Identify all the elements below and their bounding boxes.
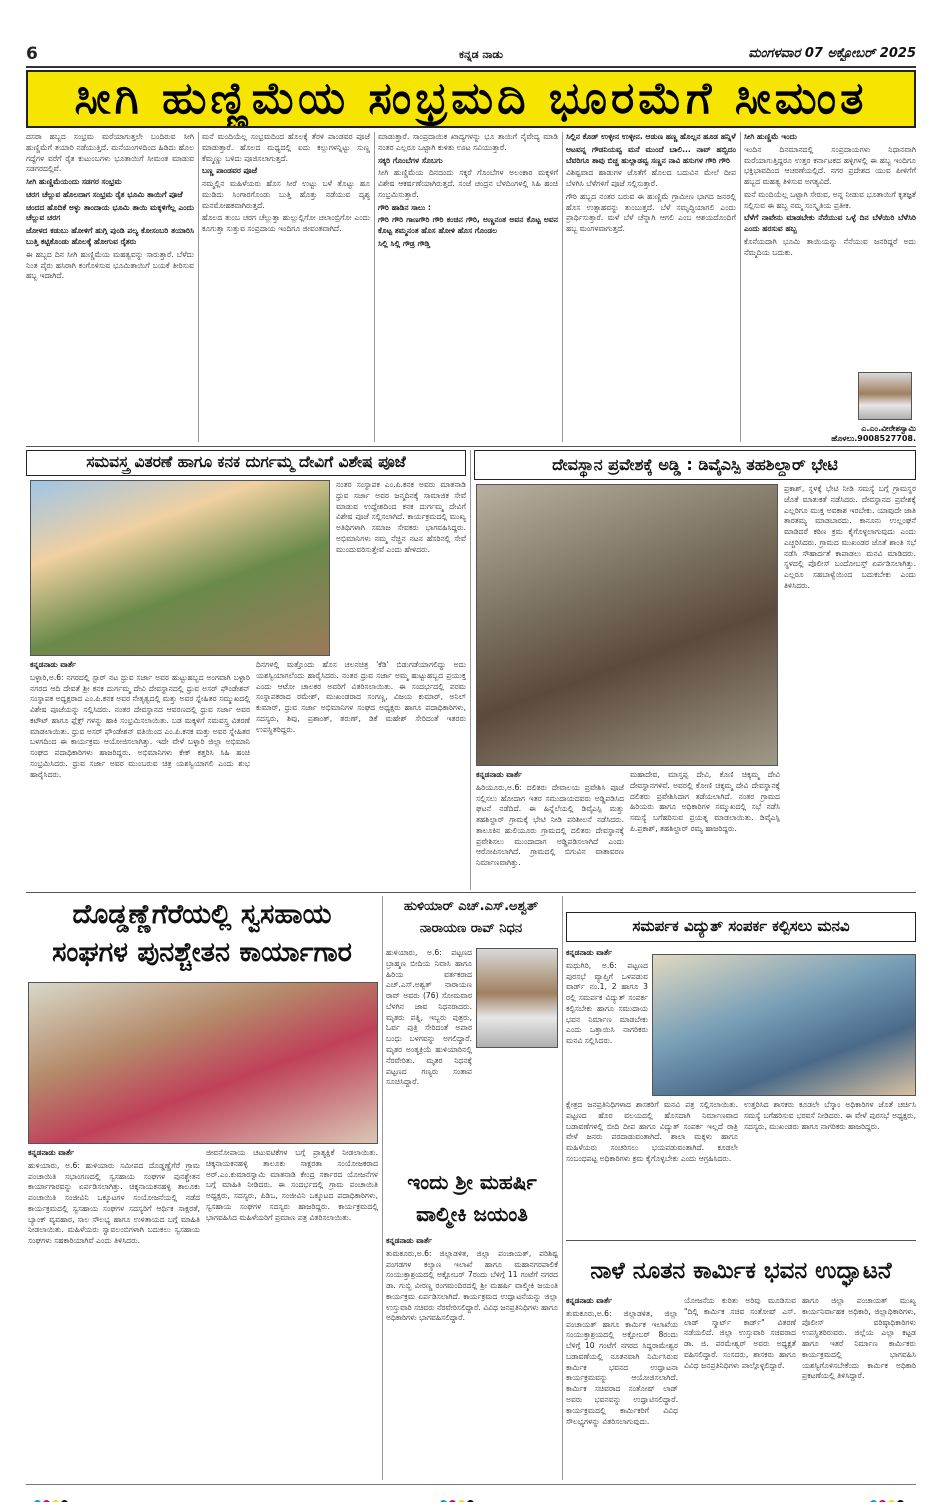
author-photo [858,372,912,420]
vidyut-headline: ಸಮರ್ಪಕ ವಿದ್ಯುತ್ ಸಂಪರ್ಕ ಕಲ್ಪಿಸಲು ಮನವಿ [632,917,850,935]
banner-headline-box [26,70,916,128]
lead-col-3: ಮಾಡುತ್ತಾರೆ. ಸಾಂಪ್ರದಾಯಿಕ ಖಾದ್ಯಗಳನ್ನು ಭೂ ತಾಯಿಗೆ ನೈವೇದ್ಯ ಮಾಡಿ ನಂತರ ಎಲ್ಲರೂ ಒಟ್ಟಾಗಿ ಕುಳಿತು ಊಟ ಸವಿಯುತ್ತಾರೆ. ಸಕ್ಕರಿ ಗೊಂಬೆಗಳ ಸೊಬಗು ಸೀಗಿ ಹುಣ್ಣಿಮೆಯ ದಿನದಂದು ಸಕ್ಕರೆ ಗೊಂಬೆಗಳ ಅಲಂಕಾರ ಮಕ್ಕಳಿಗೆ ವಿಶೇಷ ಆಕರ್ಷಣೆಯಾಗಿರುತ್ತದೆ. ಸಂಜೆ ಚಂದ್ರನ ಬೆಳದಿಂಗಳಲ್ಲಿ ಸಿಹಿ ಹಂಚಿ ಸಂಭ್ರಮಿಸುತ್ತಾರೆ. ಗೌರಿ ಹಾಡಿನ ಸಾಲು : ಗೌರಿ ಗೌರಿ ಗಾಣಗೌರಿ ಗೌರಿ ಕಂಚಿನ ಗೌರಿ, ಅಣ್ಣನಂತ ಅವನ ಕೊಟ್ಟ ಅವನ ಕೊಟ್ಟ ತಮ್ಮನಂತ ಹೊಸ ಹೋಳಿ ಹೊಸ ಗೊಂಡಲ ಸಿಲ್ಲಿ ಸಿಲ್ಲಿ ಗೌಡ್ರ ಗೌಡ್ತಿ [378,132,558,249]
issue-date: ಮಂಗಳವಾರ 07 ಅಕ್ಟೋಬರ್ 2025 [748,46,916,61]
registration-dot [897,1500,904,1502]
print-marks-right [870,1492,930,1502]
registration-dot [879,1500,886,1502]
vidyut-side-text: ಕನ್ನಡನಾಡು ವಾರ್ತೆ ಮಧುಗಿರಿ, ಅ.6: ಪಟ್ಟಣದ ಪುರಸಭೆ ವ್ಯಾಪ್ತಿಗೆ ಒಳಪಡುವ ವಾರ್ಡ್ ನಂ.1, 2 ಹಾಗೂ 3 ರಲ್ಲಿ ಸಮರ್ಪಕ ವಿದ್ಯುತ್ ಸಂಪರ್ಕ ಕಲ್ಪಿಸಬೇಕು ಹಾಗೂ ಸಮುದಾಯ ಭವನ ನಿರ್ಮಾಣ ಮಾಡಬೇಕು ಎಂದು ಒತ್ತಾಯಿಸಿ ನಾಗರಿಕರು ಮನವಿ ಸಲ್ಲಿಸಿದರು. [566,948,648,1046]
karmika-col-3: ಹಾಗೂ ಜಿಲ್ಲಾ ಪಂಚಾಯತ್ ಮುಖ್ಯ ಕಾರ್ಯನಿರ್ವಾಹಕ ಅಧಿಕಾರಿ, ಜಿಲ್ಲಾಧಿಕಾರಿಗಳು, ಪೊಲೀಸ್ ವರಿಷ್ಠಾಧಿಕಾರಿಗಳು ಉಪಸ್ಥಿತರಿರುವರು. ಜಿಲ್ಲೆಯ ಎಲ್ಲಾ ಕಟ್ಟಡ ಹಾಗೂ ಇತರೆ ನಿರ್ಮಾಣ ಕಾರ್ಮಿಕರು ಕಾರ್ಯಕ್ರಮದಲ್ಲಿ ಭಾಗವಹಿಸಿ ಯಶಸ್ವಿಗೊಳಿಸಬೇಕೆಂದು ಕಾರ್ಮಿಕ ಅಧಿಕಾರಿ ಪ್ರಕಟಣೆಯಲ್ಲಿ ತಿಳಿಸಿದ್ದಾರೆ. [802,1296,916,1381]
registration-dot [888,1500,895,1502]
dodda-col-2: ಜೀವನೋಪಾಯ ಚಟುವಟಿಕೆಗಳ ಬಗ್ಗೆ ಪ್ರಾತ್ಯಕ್ಷಿಕೆ ನೀಡಲಾಯಿತು. ಚಿಕ್ಕನಾಯಕನಹಳ್ಳಿ ತಾಲೂಕು ಸಾಕ್ಷರತಾ ಸಂಯೋಜಕರಾದ ಅರ್.ಎಂ.ಕುಮಾರಸ್ವಾಮಿ ಮಾತನಾಡಿ ಕೇಂದ್ರ ಸರ್ಕಾರದ ಯೋಜನೆಗಳ ಬಗ್ಗೆ ಮಾಹಿತಿ ನೀಡಿದರು. ಈ ಸಂದರ್ಭದಲ್ಲಿ ಗ್ರಾಮ ಪಂಚಾಯಿತಿ ಅಧ್ಯಕ್ಷರು, ಸದಸ್ಯರು, ಪಿಡಿಒ, ಸಂಜೀವಿನಿ ಒಕ್ಕೂಟದ ಪದಾಧಿಕಾರಿಗಳು, ಸ್ವಸಹಾಯ ಸಂಘಗಳ ಸದಸ್ಯರು ಹಾಜರಿದ್ದರು. ಕಾರ್ಯಕ್ರಮದಲ್ಲಿ ಭಾಗವಹಿಸಿದ ಮಹಿಳೆಯರಿಗೆ ಪ್ರಮಾಣ ಪತ್ರ ವಿತರಿಸಲಾಯಿತು. [206,1148,378,1222]
registration-dot [34,1500,41,1502]
samavastra-side-text: ನಂತರ ಸಂಸ್ಥಾಪಕ ಎಂ.ಪಿ.ಕನಕ ಅವರು ಮಾತನಾಡಿ ಧ್ರುವ ಸರ್ಜಾ ಅವರ ಜನ್ಮದಿನಕ್ಕೆ ಸಾಮಾಜಿಕ ಸೇವೆ ಮಾಡುವ ಉದ್ದೇಶದಿಂದ ಕನಕ ದುರ್ಗಮ್ಮ ದೇವಿಗೆ ವಿಶೇಷ ಪೂಜೆ ಸಲ್ಲಿಸಲಾಗಿದೆ. ಕಾರ್ಯಕ್ರಮದಲ್ಲಿ ಮುಖ್ಯ ಅತಿಥಿಗಳಾಗಿ ಸಮಾಜ ಸೇವಕರು ಭಾಗವಹಿಸಿದ್ದರು. ಅಭಿಮಾನಿಗಳು ನಮ್ಮ ನೆಚ್ಚಿನ ನಟನ ಹೆಸರಿನಲ್ಲಿ ಸೇವೆ ಮುಂದುವರಿಸುತ್ತೇವೆ ಎಂದು ಹೇಳಿದರು. [336,480,466,554]
devasthana-body: ಕನ್ನಡನಾಡು ವಾರ್ತೆ ಹಿರಿಯೂರು,ಅ.6: ದಲಿತರು ದೇವಾಲಯ ಪ್ರವೇಶಿಸಿ ಪೂಜೆ ಸಲ್ಲಿಸಲು ಹೋದಾಗ ಇತರ ಸಮುದಾಯದವರು ಅಡ್ಡಿಪಡಿಸಿದ ಘಟನೆ ನಡೆದಿದೆ. ಈ ಹಿನ್ನೆಲೆಯಲ್ಲಿ ಡಿವೈಎಸ್ಪಿ ಮತ್ತು ತಹಶಿಲ್ದಾರ್ ಗ್ರಾಮಕ್ಕೆ ಭೇಟಿ ನೀಡಿ ಪರಿಶೀಲನೆ ನಡೆಸಿದರು. ತಾಲೂಕಿನ ಹುಲಿಯೂರು ಗ್ರಾಮದಲ್ಲಿ ದಲಿತರು ದೇವಸ್ಥಾನಕ್ಕೆ ಪ್ರವೇಶಿಸಲು ಮುಂದಾದಾಗ ಅಡ್ಡಿಪಡಿಸಲಾಗಿದೆ ಎಂದು ಆರೋಪಿಸಲಾಗಿದೆ. ಗ್ರಾಮದಲ್ಲಿ ಬಿಗುವಿನ ವಾತಾವರಣ ನಿರ್ಮಾಣವಾಗಿತ್ತು. [476,770,624,868]
dodda-col-1: ಕನ್ನಡನಾಡು ವಾರ್ತೆ ಹುಳಿಯಾರು, ಅ.6: ಹುಳಿಯಾರು ಸಮೀಪದ ದೊಡ್ಡಣ್ಣೆಗೆರೆ ಗ್ರಾಮ ಪಂಚಾಯಿತಿ ಸಭಾಂಗಣದಲ್ಲಿ ಸ್ವಸಹಾಯ ಸಂಘಗಳ ಪುನಶ್ಚೇತನ ಕಾರ್ಯಾಗಾರವನ್ನು ಏರ್ಪಡಿಸಲಾಗಿತ್ತು. ಚಿಕ್ಕನಾಯಕನಹಳ್ಳಿ ತಾಲೂಕು ಪಂಚಾಯಿತಿ ಸಂಜೀವಿನಿ ಒಕ್ಕೂಟಗಳ ಸಂಯೋಜನೆಯಲ್ಲಿ ನಡೆದ ಕಾರ್ಯಕ್ರಮದಲ್ಲಿ ಸ್ವಸಹಾಯ ಸಂಘಗಳ ಸದಸ್ಯರಿಗೆ ಆರ್ಥಿಕ ಸಾಕ್ಷರತೆ, ಬ್ಯಾಂಕ್ ವ್ಯವಹಾರ, ಸಾಲ ಸೌಲಭ್ಯ ಹಾಗೂ ಉಳಿತಾಯದ ಬಗ್ಗೆ ಮಾಹಿತಿ ನೀಡಲಾಯಿತು. ಮಹಿಳೆಯರು ಸ್ವಾವಲಂಬಿಗಳಾಗಿ ಬದುಕಲು ಸ್ವಸಹಾಯ ಸಂಘಗಳು ಸಹಕಾರಿಯಾಗಿವೆ ಎಂದು ತಿಳಿಸಿದರು. [28,1148,200,1246]
devasthana-body-2: ಮಹಾದೇವ, ಮಾಸ್ತಪ್ಪ ದೇವಿ, ಕೊಣಿ ಚಿಕ್ಕಮ್ಮ ದೇವಿ ದೇವಸ್ಥಾನಗಳಿವೆ. ಅವರಲ್ಲಿ ಕೋಣಿ ಚಿಕ್ಕಮ್ಮ ದೇವಿ ದೇವಸ್ಥಾನಕ್ಕೆ ದಲಿತರು ಪ್ರವೇಶಿಸಿದಾಗ ತಡೆಯಲಾಗಿದೆ. ನಂತರ ಗ್ರಾಮದ ಹಿರಿಯರು ಹಾಗೂ ಅಧಿಕಾರಿಗಳ ಸಮ್ಮುಖದಲ್ಲಿ ಸಭೆ ನಡೆಸಿ ಸಮಸ್ಯೆ ಬಗೆಹರಿಸುವ ಪ್ರಯತ್ನ ಮಾಡಲಾಯಿತು. ಡಿವೈಎಸ್ಪಿ ಪಿ.ಪ್ರಕಾಶ್, ತಹಶಿಲ್ದಾರ್ ರಮ್ಯ ಹಾಜರಿದ್ದರು. [630,770,780,833]
banner-headline: ಸೀಗಿ ಹುಣ್ಣಿಮೆಯ ಸಂಭ್ರಮದಿ ಭೂರಮೆಗೆ ಸೀಮಂತ [74,73,868,124]
obituary-body: ಹುಳಿಯಾರು, ಅ.6: ಪಟ್ಟಣದ ಬ್ರಾಹ್ಮಣ ಬೀದಿಯ ನಿವಾಸಿ ಹಾಗೂ ಹಿರಿಯ ವರ್ತಕರಾದ ಎಚ್.ಎಸ್.ಅಶ್ವತ್ ನಾರಾಯಣ ರಾವ್ ಅವರು (76) ಸೋಮವಾರ ಬೆಳಗಿನ ಜಾವ ನಿಧನರಾದರು. ಮೃತರು ಪತ್ನಿ, ಇಬ್ಬರು ಪುತ್ರರು, ಓರ್ವ ಪುತ್ರಿ ಸೇರಿದಂತೆ ಅಪಾರ ಬಂಧು ಬಳಗವನ್ನು ಅಗಲಿದ್ದಾರೆ. ಮೃತರ ಅಂತ್ಯಕ್ರಿಯೆ ಹುಳಿಯಾರಿನಲ್ಲಿ ನೆರವೇರಿತು. ಮೃತರ ನಿಧನಕ್ಕೆ ಪಟ್ಟಣದ ಗಣ್ಯರು ಸಂತಾಪ ಸೂಚಿಸಿದ್ದಾರೆ. [386,948,472,1087]
lead-col-1: ದಸರಾ ಹಬ್ಬದ ಸಂಭ್ರಮ ಮರೆಯಾಗುತ್ತಲೇ ಬಂದಿರುವ ಸೀಗಿ ಹುಣ್ಣಿಮೆಗೆ ತಯಾರಿ ನಡೆಯುತ್ತಿದೆ. ಮನೆಯಂಗಳದಿಂದ ಹಿಡಿದು ಹೊಲ ಗದ್ದೆಗಳ ವರೆಗೆ ರೈತ ಕುಟುಂಬಗಳು ಭೂತಾಯಿಗೆ ಸೀಮಂತ ಮಾಡುವ ಸಡಗರದಲ್ಲಿವೆ. ಸೀಗಿ ಹುಣ್ಣಿಮೆಯಂದು ಸಡಗರ ಸಂಭ್ರಮ ಚರಗ ಚೆಲ್ಲುವ ಹೊಲದಾಗ ಸಂಭ್ರಮ ರೈತ ಭೂಮಿ ತಾಯಿಗೆ ಪೂಜೆ ಚಂದದ ಹೊದಿಕೆ ಅಳ್ಳು ತಾಂದಾಯ ಭೂಮಿ ತಾಯಿ ಮಕ್ಕಳಿಗೆಲ್ಲ ಎಂದು ಚೆಲ್ಲುವ ಚರಗ ಜೋಳದ ಕಡುಬು ಹೋಳಿಗೆ ಹುಗ್ಗಿ ಪುಂಡಿ ಪಲ್ಯ ಕೋಸಂಬರಿ ತಯಾರಿಸಿ ಬುತ್ತಿ ಕಟ್ಟಿಕೊಂಡು ಹೊಲಕ್ಕೆ ಹೋಗುವ ರೈತರು ಈ ಹಬ್ಬದ ದಿನ ಸೀಗಿ ಹುಣ್ಣಿಮೆಯ ಮಹತ್ವವನ್ನು ಸಾರುತ್ತಾರೆ. ಬೆಳೆದು ನಿಂತ ಪೈರು ಹಸಿರಾಗಿ ಕಂಗೊಳಿಸುವ ಭೂಮಿತಾಯಿಗೆ ಬಯಕೆ ತೀರಿಸುವ ಹಬ್ಬ ಇದಾಗಿದೆ. [26,132,194,281]
karmika-col-1: ಕನ್ನಡನಾಡು ವಾರ್ತೆ ತುಮಕೂರು,ಅ.6: ಜಿಲ್ಲಾಡಳಿತ, ಜಿಲ್ಲಾ ಪಂಚಾಯತ್ ಹಾಗೂ ಕಾರ್ಮಿಕ ಇಲಾಖೆಯ ಸಂಯುಕ್ತಾಶ್ರಯದಲ್ಲಿ ಅಕ್ಟೋಬರ್ 8ರಂದು ಬೆಳಿಗ್ಗೆ 10 ಗಂಟೆಗೆ ನಗರದ ಸಿದ್ದರಾಮೇಶ್ವರ ಬಡಾವಣೆಯಲ್ಲಿ ನೂತನವಾಗಿ ನಿರ್ಮಿಸಿರುವ ಕಾರ್ಮಿಕ ಭವನದ ಉದ್ಘಾಟನಾ ಕಾರ್ಯಕ್ರಮವನ್ನು ಆಯೋಜಿಸಲಾಗಿದೆ. ಕಾರ್ಮಿಕ ಸಚಿವರಾದ ಸಂತೋಷ್ ಲಾಡ್ ಅವರು ಭವನವನ್ನು ಉದ್ಘಾಟಿಸಲಿದ್ದಾರೆ. ಕಾರ್ಯಕ್ರಮದಲ್ಲಿ ಕಾರ್ಮಿಕರಿಗೆ ವಿವಿಧ ಸೌಲಭ್ಯಗಳನ್ನು ವಿತರಿಸಲಾಗುವುದು. [566,1296,678,1426]
devasthana-headline-box [474,450,916,480]
lead-col-5: ಸೀಗಿ ಹುಣ್ಣಿಮೆ ಇಂದು ಇಂದಿನ ದಿನಮಾನದಲ್ಲಿ ಸಂಪ್ರದಾಯಗಳು ನಿಧಾನವಾಗಿ ಮರೆಯಾಗುತ್ತಿದ್ದರೂ ಉತ್ತರ ಕರ್ನಾಟಕದ ಹಳ್ಳಿಗಳಲ್ಲಿ ಈ ಹಬ್ಬ ಇಂದಿಗೂ ಭಕ್ತಿಭಾವದಿಂದ ಆಚರಣೆಯಲ್ಲಿದೆ. ನಗರ ಪ್ರದೇಶದ ಯುವ ಪೀಳಿಗೆಗೆ ಹಬ್ಬದ ಮಹತ್ವ ತಿಳಿಸುವ ಅಗತ್ಯವಿದೆ. ಮನೆ ಮಂದಿಯೆಲ್ಲ ಒಟ್ಟಾಗಿ ಸೇರುವ, ಅನ್ನ ನೀಡುವ ಭೂತಾಯಿಗೆ ಕೃತಜ್ಞತೆ ಸಲ್ಲಿಸುವ ಈ ಹಬ್ಬ ನಮ್ಮ ಸಂಸ್ಕೃತಿಯ ಪ್ರತೀಕ. ಬೆಳೆಗೆ ನಾವೇನು ಮಾಡಬೇಕು ನೆನೆಯುವ ಒಳ್ಳೆ ದಿನ ಬೆಳೆಯಿರಿ ಬೆಳೆಸಿರಿ ಎಂದು ಹರಸುವ ಹಬ್ಬ ಕೊನೆಯದಾಗಿ ಭೂಮಿ ತಾಯಿಯನ್ನು ನೆನೆಯುವ ಜನರಿದ್ದರೆ ಅದು ನೆಮ್ಮದಿಯ ಬದುಕು. [744,132,916,257]
print-marks-center [440,1492,500,1502]
registration-dot [52,1500,59,1502]
vidyut-body-2: ಉತ್ತರಿಸಿದ ಶಾಸಕರು ಕೂಡಲೇ ಬೆಸ್ಕಾಂ ಅಧಿಕಾರಿಗಳ ಜೊತೆ ಚರ್ಚಿಸಿ ಸಮಸ್ಯೆ ಬಗೆಹರಿಸುವ ಭರವಸೆ ನೀಡಿದರು. ಈ ವೇಳೆ ಪುರಸಭೆ ಅಧ್ಯಕ್ಷರು, ಸದಸ್ಯರು, ಮುಖಂಡರು ಹಾಗೂ ನಾಗರಿಕರು ಹಾಜರಿದ್ದರು. [744,1100,916,1131]
devasthana-headline: ದೇವಸ್ಥಾನ ಪ್ರವೇಶಕ್ಕೆ ಅಡ್ಡಿ : ಡಿವೈಎಸ್ಪಿ ತಹಶಿಲ್ದಾರ್ ಭೇಟಿ [552,455,838,474]
print-marks-left [34,1492,94,1502]
valmiki-headline: ಇಂದು ಶ್ರೀ ಮಹರ್ಷಿ ವಾಲ್ಮೀಕಿ ಜಯಂತಿ [407,1170,537,1226]
author-contact: ಹೊಳಲು.9008527708. [831,434,916,443]
valmiki-body: ಕನ್ನಡನಾಡು ವಾರ್ತೆ ತುಮಕೂರು,ಅ.6: ಜಿಲ್ಲಾಡಳಿತ, ಜಿಲ್ಲಾ ಪಂಚಾಯತ್, ಪರಿಶಿಷ್ಟ ಪಂಗಡಗಳ ಕಲ್ಯಾಣ ಇಲಾಖೆ ಹಾಗೂ ಮಹಾನಗರಪಾಲಿಕೆ ಸಂಯುಕ್ತಾಶ್ರಯದಲ್ಲಿ ಅಕ್ಟೋಬರ್ 7ರಂದು ಬೆಳಿಗ್ಗೆ 11 ಗಂಟೆಗೆ ನಗರದ ಡಾ. ಗುಬ್ಬಿ ವೀರಣ್ಣ ರಂಗಮಂದಿರದಲ್ಲಿ ಶ್ರೀ ಮಹರ್ಷಿ ವಾಲ್ಮೀಕಿ ಜಯಂತಿ ಕಾರ್ಯಕ್ರಮ ಏರ್ಪಡಿಸಲಾಗಿದೆ. ಕಾರ್ಯಕ್ರಮದ ಉದ್ಘಾಟನೆಯನ್ನು ಜಿಲ್ಲಾ ಉಸ್ತುವಾರಿ ಸಚಿವರು ನೆರವೇರಿಸಲಿದ್ದಾರೆ. ವಿವಿಧ ಜನಪ್ರತಿನಿಧಿಗಳು ಹಾಗೂ ಅಧಿಕಾರಿಗಳು ಭಾಗವಹಿಸಲಿದ್ದಾರೆ. [386,1236,558,1323]
masthead-rule [26,66,916,68]
dodda-headline: ದೊಡ್ಡಣ್ಣೆಗೆರೆಯಲ್ಲಿ ಸ್ವಸಹಾಯ ಸಂಘಗಳ ಪುನಶ್ಚೇತನ ಕಾರ್ಯಾಗಾರ [52,899,352,968]
samavastra-body: ಕನ್ನಡನಾಡು ವಾರ್ತೆ ಬಳ್ಳಾರಿ,ಅ.6: ನಗರದಲ್ಲಿ ಸ್ಟಾರ್ ನಟ ಧ್ರುವ ಸರ್ಜಾ ಅವರ ಹುಟ್ಟುಹಬ್ಬದ ಅಂಗವಾಗಿ ಬಳ್ಳಾರಿ ನಗರದ ಆದಿ ದೇವತೆ ಶ್ರೀ ಕನಕ ದುರ್ಗಮ್ಮ ದೇವಿ ದೇವಸ್ಥಾನದಲ್ಲಿ ಧ್ರುವ ಅಸರ್ ಫೌಂಡೇಶನ್ ಸಂಸ್ಥಾಪಕ ಅಧ್ಯಕ್ಷರಾದ ಎಂ.ಪಿ.ಕನಕ ಅವರ ನೇತೃತ್ವದಲ್ಲಿ ಮತ್ತು ಅವರ ಸ್ನೇಹಿತರ ಸಮ್ಮುಖದಲ್ಲಿ ವಿಶೇಷ ಪೂಜೆಯನ್ನು ಸಲ್ಲಿಸಿದರು. ನಂತರ ದೇವಸ್ಥಾನದ ಆವರಣದಲ್ಲಿ ಧ್ರುವ ಸರ್ಜಾ ಅವರ ಕಟೌಟ್ ಹಾಗೂ ಫ್ಲೆಕ್ಸ್ ಗಳನ್ನು ಹಾಕಿ ಸಂಭ್ರಮಿಸಲಾಯಿತು. ಬಡ ಮಕ್ಕಳಿಗೆ ಸಮವಸ್ತ್ರ ವಿತರಣೆ ಮಾಡಲಾಯಿತು. ಧ್ರುವ ಅಸರ್ ಫೌಂಡೇಶನ್ ವತಿಯಿಂದ ಎಂ.ಪಿ.ಕನಕ ಮತ್ತು ಅವರ ಸ್ನೇಹಿತರ ಬಳಗದಿಂದ ಈ ಕಾರ್ಯಕ್ರಮ ಆಯೋಜಿಸಲಾಗಿತ್ತು. ಇದೇ ವೇಳೆ ಬಳ್ಳಾರಿ ಜಿಲ್ಲಾ ಅಭಿಮಾನಿ ಸಂಘದ ಪದಾಧಿಕಾರಿಗಳು ಹಾಜರಿದ್ದರು. ಅಭಿಮಾನಿಗಳು ಕೇಕ್ ಕತ್ತರಿಸಿ ಸಿಹಿ ಹಂಚಿ ಸಂಭ್ರಮಿಸಿದರು. ಧ್ರುವ ಸರ್ಜಾ ಅವರ ಮುಂಬರುವ ಚಿತ್ರ ಯಶಸ್ವಿಯಾಗಲಿ ಎಂದು ಶುಭ ಹಾರೈಸಿದರು. [30,660,250,779]
paper-name: ಕನ್ನಡ ನಾಡು [459,48,503,61]
registration-dot [440,1500,447,1502]
devasthana-side-text: ಪ್ರಕಾಶ್, ಸ್ಥಳಕ್ಕೆ ಭೇಟಿ ನೀಡಿ ಸಮಸ್ಯೆ ಬಗ್ಗೆ ಗ್ರಾಮಸ್ಥರ ಜೊತೆ ಮಾತುಕತೆ ನಡೆಸಿದರು. ದೇವಸ್ಥಾನದ ಪ್ರವೇಶಕ್ಕೆ ಎಲ್ಲರಿಗೂ ಮುಕ್ತ ಅವಕಾಶ ಇರಬೇಕು. ಯಾವುದೇ ಜಾತಿ ತಾರತಮ್ಯ ಮಾಡಬಾರದು. ಕಾನೂನು ಉಲ್ಲಂಘನೆ ಮಾಡಿದರೆ ಕಠಿಣ ಕ್ರಮ ಕೈಗೊಳ್ಳಲಾಗುವುದು ಎಂದು ಎಚ್ಚರಿಸಿದರು. ಗ್ರಾಮದ ಮುಖಂಡರ ಜೊತೆ ಶಾಂತಿ ಸಭೆ ನಡೆಸಿ ಸೌಹಾರ್ದತೆ ಕಾಪಾಡಲು ಮನವಿ ಮಾಡಿದರು. ಸ್ಥಳದಲ್ಲಿ ಪೊಲೀಸ್ ಬಂದೋಬಸ್ತ್ ಏರ್ಪಡಿಸಲಾಗಿತ್ತು. ಎಲ್ಲರೂ ಸಹಬಾಳ್ವೆಯಿಂದ ಬದುಕಬೇಕು ಎಂದು ತಿಳಿಸಿದರು. [784,484,916,591]
obituary-headline: ಹುಳಿಯಾರ್ ಎಚ್.ಎಸ್.ಅಶ್ವತ್ ನಾರಾಯಣ ರಾವ್ ನಿಧನ [403,899,539,936]
samavastra-photo [30,480,330,656]
lead-col-2: ಮನೆ ಮಂದಿಯೆಲ್ಲ ಸಂಭ್ರಮದಿಂದ ಹೊಲಕ್ಕೆ ತೆರಳಿ ಪಾಂಡವರ ಪೂಜೆ ಮಾಡುತ್ತಾರೆ. ಹೊಲದ ಮಧ್ಯದಲ್ಲಿ ಐದು ಕಲ್ಲುಗಳನ್ನಿಟ್ಟು ಸುಣ್ಣ ಕೆಮ್ಮಣ್ಣು ಬಳಿದು ಪೂಜಿಸಲಾಗುತ್ತದೆ. ಬಣ್ಣ ಪಾಂಡವರ ಪೂಜೆ ನಮ್ಮಲ್ಲಿನ ಮಹಿಳೆಯರು ಹೊಸ ಸೀರೆ ಉಟ್ಟು ಬಳೆ ತೊಟ್ಟು ಹೂ ಮುಡಿದು ಸಿಂಗಾರಗೊಂಡು ಬುತ್ತಿ ಹೊತ್ತು ನಡೆಯುವ ದೃಶ್ಯ ಮನಮೋಹಕವಾಗಿರುತ್ತದೆ. ಹೊಲದ ತುಂಬ ಚರಗ ಚೆಲ್ಲುತ್ತಾ ಹುಲ್ಲುಲ್ಲಿಗೋ ಚಲಾಂಬ್ರಿಗೋ ಎಂದು ಕೂಗುತ್ತಾ ಸುತ್ತುವ ಸಂಪ್ರದಾಯ ಇಂದಿಗೂ ಜೀವಂತವಾಗಿದೆ. [202,132,370,234]
devasthana-photo [476,484,778,766]
samavastra-headline: ಸಮವಸ್ತ್ರ ವಿತರಣೆ ಹಾಗೂ ಕನಕ ದುರ್ಗಮ್ಮ ದೇವಿಗೆ ವಿಶೇಷ ಪೂಜೆ [86,453,406,471]
registration-dot [467,1500,474,1502]
registration-dot [449,1500,456,1502]
samavastra-body-2: ದಿನಗಳಲ್ಲಿ ಮತ್ತೊಂದು ಹೊಸ ಚಲನಚಿತ್ರ 'ಕೆಡಿ' ಬಿಡುಗಡೆಯಾಗಲಿದ್ದು ಅದು ಯಶಸ್ವಿಯಾಗಲೆಂದು ಹಾರೈಸಿದರು. ನಂತರ ಧ್ರುವ ಸರ್ಜಾ ಅಮ್ಮ ಹುಟ್ಟುಹಬ್ಬದ ಪ್ರಯುಕ್ತ ಎಂದು ಆಟೋ ಚಾಲಕರ ಅವರಿಗೆ ವಿತರಿಸಲಾಯಿತು. ಈ ಸಂದರ್ಭದಲ್ಲಿ ಪರಮ ಸಂಸ್ಥಾಪಕರಾದ ರಮೇಶ್, ಮುಖಂಡರಾದ ಸಂಗಣ್ಣ, ವಿಜಯ ಕುಮಾರ್, ಅನಿಲ್ ಕುಮಾರ್, ಧ್ರುವ ಸರ್ಜಾ ಅಭಿಮಾನಿಗಳ ಸಂಘದ ಅಧ್ಯಕ್ಷರು ಹಾಗೂ ಪದಾಧಿಕಾರಿಗಳು, ಸದಸ್ಯರು, ಶಿವು, ಪ್ರಶಾಂತ್, ತರುಣ್, ಡಿಕೆ ಮಹೇಶ್ ಸೇರಿದಂತೆ ಇತರರು ಉಪಸ್ಥಿತರಿದ್ದರು. [256,660,466,734]
registration-dot [870,1500,877,1502]
vidyut-body: ಕ್ಷೇತ್ರದ ಜನಪ್ರತಿನಿಧಿಗಳಾದ ಶಾಸಕರಿಗೆ ಮನವಿ ಪತ್ರ ಸಲ್ಲಿಸಲಾಯಿತು. ಪಟ್ಟಣದ ಹೊರ ವಲಯದಲ್ಲಿ ಹೊಸದಾಗಿ ನಿರ್ಮಾಣವಾದ ಬಡಾವಣೆಗಳಲ್ಲಿ ಬೀದಿ ದೀಪ ಹಾಗೂ ವಿದ್ಯುತ್ ಸಂಪರ್ಕ ಇಲ್ಲದೆ ರಾತ್ರಿ ವೇಳೆ ಜನರು ಪರದಾಡುವಂತಾಗಿದೆ. ಶಾಲಾ ಮಕ್ಕಳು ಹಾಗೂ ಮಹಿಳೆಯರು ಸಂಚರಿಸಲು ಭಯಪಡುವಂತಾಗಿದೆ. ಕೂಡಲೇ ಸಂಬಂಧಪಟ್ಟ ಅಧಿಕಾರಿಗಳು ಕ್ರಮ ಕೈಗೊಳ್ಳಬೇಕು ಎಂದು ಆಗ್ರಹಿಸಿದರು. [566,1100,738,1163]
page-number: 6 [26,44,38,64]
registration-dot [43,1500,50,1502]
samavastra-headline-box [26,450,466,476]
karmika-col-2: ಯೋಜನೆಯ ಕುರಿತು ಅರಿವು ಮೂಡಿಸುವ "ದಿಲ್ಲಿ ಕಾರ್ಮಿಕ ಸಚಿವ ಸಂತೋಷ್ ಎಸ್. ಲಾಡ್ ಸ್ಮಾರ್ಟ್ ಕಾರ್ಡ್" ವಿತರಣೆ ನಡೆಯಲಿದೆ. ಜಿಲ್ಲಾ ಉಸ್ತುವಾರಿ ಸಚಿವರಾದ ಡಾ. ಜಿ. ಪರಮೇಶ್ವರ್ ಅವರು ಅಧ್ಯಕ್ಷತೆ ವಹಿಸಲಿದ್ದಾರೆ. ಸಂಸದರು, ಶಾಸಕರು ಹಾಗೂ ವಿವಿಧ ಜನಪ್ರತಿನಿಧಿಗಳು ಪಾಲ್ಗೊಳ್ಳಲಿದ್ದಾರೆ. [684,1296,796,1370]
vidyut-photo [652,954,916,1096]
registration-dot [61,1500,68,1502]
dodda-photo [28,982,378,1144]
registration-dot [458,1500,465,1502]
karmika-headline: ನಾಳೆ ನೂತನ ಕಾರ್ಮಿಕ ಭವನ ಉದ್ಘಾಟನೆ [590,1258,892,1284]
lead-col-4: ಸಿಲ್ಲಿನ ಕೊಡ್ ಉಳ್ಳೀನ ಉಳ್ಳೀನ. ಆಡುಣ ಹಣ್ಣ ಹೊಲ್ಲನ ಹೂಡ ಹನ್ನಿಳೆ ಆಟವನ್ನ ಗೌಡನಿಯವ್ವ ಮನೆ ಮುಂದೆ ಬಾಲಿ... ನಾವ್ ಹಬ್ಬಿದಂ ಬೆವರಿಗೂ ತಾವು ಬಿಚ್ಚ ಹುಲ್ಲಾಡವ್ವ ಸಣ್ಣನ ನಾವಿ ಹಸುಗಳ ಗೌರಿ ಗೌರಿ ವಿಶಿಷ್ಟವಾದ ಹಾಡುಗಳ ಜೊತೆಗೆ ಹೊಲದ ಬದುವಿನ ಮೇಲೆ ದೀಪ ಬೆಳಗಿಸಿ ಬೆಳೆಗಳಿಗೆ ಪೂಜೆ ಸಲ್ಲಿಸುತ್ತಾರೆ. ಗೌರಿ ಹಬ್ಬದ ನಂತರ ಬರುವ ಈ ಹುಣ್ಣಿಮೆ ಗ್ರಾಮೀಣ ಭಾಗದ ಜನರಲ್ಲಿ ಹೊಸ ಉತ್ಸಾಹವನ್ನು ತುಂಬುತ್ತದೆ. ಬೆಳೆ ಸಮೃದ್ಧಿಯಾಗಲಿ ಎಂದು ಪ್ರಾರ್ಥಿಸುತ್ತಾರೆ. ಮಳೆ ಬೆಳೆ ಚೆನ್ನಾಗಿ ಆಗಲಿ ಎಂಬ ಆಶಯದೊಂದಿಗೆ ಹಬ್ಬ ಮಂಗಳವಾಗುತ್ತದೆ. [566,132,736,234]
author-name: ಎ.ಎಂ.ವೀರೇಶಸ್ವಾಮಿ [861,424,916,433]
masthead-bar [26,44,916,66]
vidyut-headline-box [566,912,916,942]
